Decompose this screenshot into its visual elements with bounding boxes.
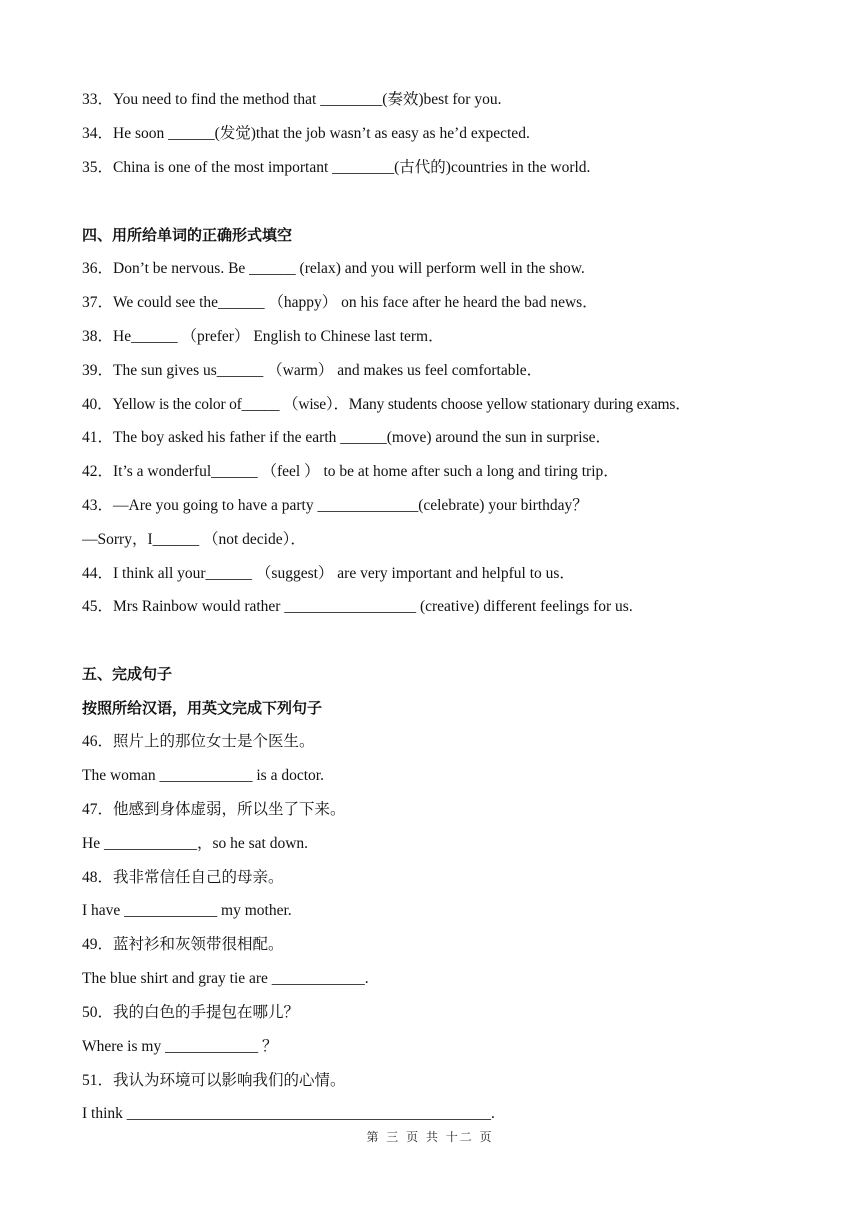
question-50-answer: Where is my ____________ ？ [82, 1038, 278, 1055]
question-46-answer: The woman ____________ is a doctor. [82, 767, 324, 784]
question-44: 44．I think all your______ （suggest） are very important and helpful to us． [82, 565, 575, 582]
question-37: 37．We could see the______ （happy） on his face after he heard the bad news． [82, 294, 598, 311]
question-43-reply: —Sorry，I______ （not decide）． [82, 531, 306, 548]
question-49-prompt: 49．蓝衬衫和灰领带很相配。 [82, 936, 284, 953]
question-51-prompt: 51．我认为环境可以影响我们的心情。 [82, 1072, 346, 1089]
question-47-prompt: 47．他感到身体虚弱，所以坐了下来。 [82, 801, 346, 818]
question-48-prompt: 48．我非常信任自己的母亲。 [82, 869, 284, 886]
question-36: 36．Don’t be nervous. Be ______ (relax) and you will perform well in the show. [82, 260, 585, 277]
question-51-answer: I think _______________________________________________. [82, 1105, 495, 1122]
question-34: 34．He soon ______(发觉)that the job wasn’t as easy as he’d expected. [82, 125, 530, 142]
question-42: 42．It’s a wonderful______ （feel ） to be at home after such a long and tiring trip． [82, 463, 619, 480]
question-35: 35．China is one of the most important ________(古代的)countries in the world. [82, 159, 591, 176]
question-38: 38．He______ （prefer） English to Chinese last term． [82, 328, 444, 345]
question-49-answer: The blue shirt and gray tie are ____________. [82, 970, 369, 987]
question-40: 40．Yellow is the color of_____ （wise）．Many students choose yellow stationary during exams． [82, 396, 691, 413]
question-48-answer: I have ____________ my mother. [82, 902, 292, 919]
question-50-prompt: 50．我的白色的手提包在哪儿？ [82, 1004, 300, 1021]
question-47-answer: He ____________，so he sat down. [82, 835, 309, 852]
question-39: 39．The sun gives us______ （warm） and makes us feel comfortable． [82, 362, 543, 379]
question-33: 33．You need to find the method that ________(奏效)best for you. [82, 91, 502, 108]
question-43: 43．—Are you going to have a party _____________(celebrate) your birthday？ [82, 497, 588, 514]
question-41: 41．The boy asked his father if the earth ______(move) around the sun in surprise． [82, 429, 612, 446]
question-46-prompt: 46．照片上的那位女士是个医生。 [82, 733, 315, 750]
section-4-heading: 四、用所给单词的正确形式填空 [82, 226, 293, 244]
section-5-instruction: 按照所给汉语，用英文完成下列句子 [82, 699, 323, 717]
question-45: 45．Mrs Rainbow would rather _________________ (creative) different feelings for us. [82, 598, 633, 615]
section-5-heading: 五、完成句子 [82, 665, 173, 683]
page-footer: 第 三 页 共 十二 页 [366, 1130, 494, 1144]
